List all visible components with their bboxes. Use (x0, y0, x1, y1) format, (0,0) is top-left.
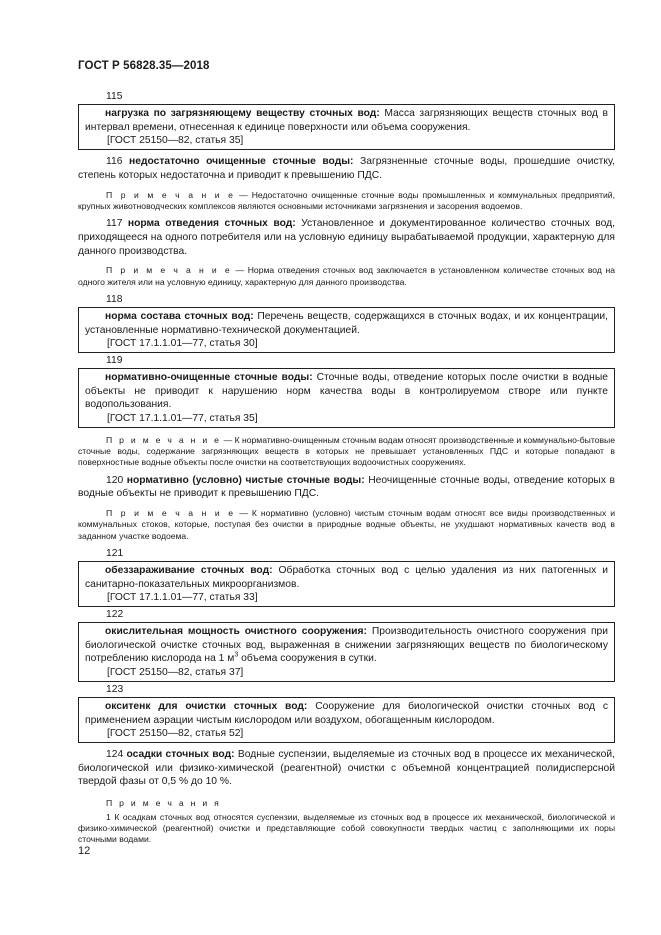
notes-title: П р и м е ч а н и я (106, 798, 222, 809)
note (78, 812, 615, 846)
definition: Масса загрязняющих веществ сточных вод в интервал времени, отнесенная к единице поверхности или объема сооружения. (85, 108, 609, 133)
entry-number: 120 (106, 474, 124, 486)
note-text: — Норма отведения сточных вод заключается в установленном количестве сточных вод на одного жителя или на условную единицу, характерную для данного производства. (78, 265, 615, 287)
note (78, 508, 615, 542)
note-label: П р и м е ч а н и е (106, 508, 236, 519)
source-reference: [ГОСТ 25150—82, статья 37] (107, 667, 244, 679)
boxed-term-entry (78, 622, 615, 682)
note-text: — К нормативно (условно) чистым сточным водам относят все виды производственных и коммунальных стоков, которые, поступая без очистки в природные водные объекты, не ухудшают нормативных качеств вод в заданном участке водоема. (78, 508, 615, 541)
superscript: 3 (234, 652, 239, 660)
entry-number: 116 (106, 156, 123, 168)
note-label: П р и м е ч а н и е (106, 265, 232, 276)
entry-number: 117 (106, 218, 123, 230)
definition: Загрязненные сточные воды, прошедшие очистку, степень которых недостаточна и приводит к превышению ПДС. (78, 156, 615, 181)
entry-number: 124 (106, 748, 124, 760)
entry-number: 121 (106, 547, 124, 559)
term: нагрузка по загрязняющему веществу сточных вод: (105, 108, 380, 119)
term: осадки сточных вод: (126, 748, 235, 760)
definition-tail: объема сооружения в сутки. (238, 653, 377, 665)
definition: Неочищенные сточные воды, отведение которых в водные объекты не приводит к превышению ПДС. (78, 474, 615, 500)
definition: Установленное и документированное количество сточных вод, приходящееся на одного потребителя или на условную единицу вырабатываемой продукции, характерную для данного производства. (78, 218, 615, 257)
term: обеззараживание сточных вод: (105, 564, 273, 576)
term: нормативно (условно) чистые сточные воды: (126, 474, 365, 486)
entry-number: 118 (106, 293, 123, 305)
term-entry (78, 217, 615, 258)
term-entry (78, 748, 615, 789)
term: окситенк для очистки сточных вод: (105, 700, 308, 712)
note-label: П р и м е ч а н и е (106, 434, 222, 445)
note-text: 1 К осадкам сточных вод относятся суспензии, выделяемые из сточных вод в процессе их механической, биологической и физико-химической (реагентной) очистки и представляющие собой совокупности твердых частиц с заполняющими их поры сточными водами. (78, 811, 615, 845)
entry-number: 122 (106, 609, 124, 621)
document-id: ГОСТ Р 56828.35—2018 (78, 60, 210, 72)
boxed-term-entry (78, 368, 615, 428)
note (78, 265, 615, 288)
definition: Обработка сточных вод с целью удаления из них патогенных и санитарно-показательных микроорганизмов. (85, 564, 608, 590)
document-body (78, 89, 615, 850)
note (78, 435, 615, 469)
source-reference: [ГОСТ 25150—82, статья 35] (107, 135, 244, 147)
entry-number: 119 (106, 354, 123, 366)
definition: Сооружение для биологической очистки сточных вод с применением аэрации чистым кислородом или воздухом, обогащенным кислородом. (85, 700, 609, 726)
page-number: 12 (78, 845, 91, 857)
source-reference: [ГОСТ 17.1.1.01—77, статья 30] (107, 338, 258, 350)
note-label: П р и м е ч а н и е (106, 189, 236, 200)
definition: Сточные воды, отведение которых после очистки в водные объекты не приводит к нарушению норм качества воды в контролируемом створе или пункте водопользования. (85, 371, 608, 411)
definition: Перечень веществ, содержащихся в сточных водах, и их концентрации, установленные нормативно-технической документацией. (85, 310, 608, 336)
boxed-term-entry (78, 307, 615, 353)
term: нормативно-очищенные сточные воды: (105, 371, 313, 383)
term-entry (78, 474, 615, 501)
source-reference: [ГОСТ 25150—82, статья 52] (107, 728, 244, 740)
source-reference: [ГОСТ 17.1.1.01—77, статья 35] (107, 413, 258, 425)
entry-number: 123 (106, 683, 124, 695)
note-text: — Недостаточно очищенные сточные воды промышленных и коммунальных предприятий, крупных животноводческих комплексов являются основными источниками загрязнения и засорения водоемов. (78, 189, 615, 211)
term: норма состава сточных вод: (105, 310, 254, 322)
note (78, 190, 615, 213)
boxed-term-entry (78, 697, 615, 743)
source-reference: [ГОСТ 17.1.1.01—77, статья 33] (107, 592, 258, 604)
term-entry (78, 155, 615, 182)
definition: Производительность очистного сооружения при биологической очистке сточных вод, выраженная в снижении загрязняющих веществ по биологическому потреблению кислорода на 1 м (85, 626, 609, 665)
term: недостаточно очищенные сточные воды: (129, 156, 354, 168)
entry-number: 115 (106, 91, 123, 102)
boxed-term-entry (78, 561, 615, 607)
term: норма отведения сточных вод: (127, 218, 296, 230)
definition: Водные суспензии, выделяемые из сточных вод в процессе их механической, биологической или физико-химической (реагентной) очистки с объемной концентрацией полидисперсной твердой фазы от 0,5 % до 10 %. (78, 748, 615, 788)
boxed-term-entry (78, 104, 615, 150)
term: окислительная мощность очистного сооружения: (105, 626, 367, 638)
note-text: — К нормативно-очищенным сточным водам относят производственные и коммунально-бытовые сточные воды, содержание загрязняющих веществ в которых не превышает установленных ПДС и которые попадают в поверхностные водные объекты после очистки на соответствующих водоочистных сооружениях. (78, 434, 616, 468)
